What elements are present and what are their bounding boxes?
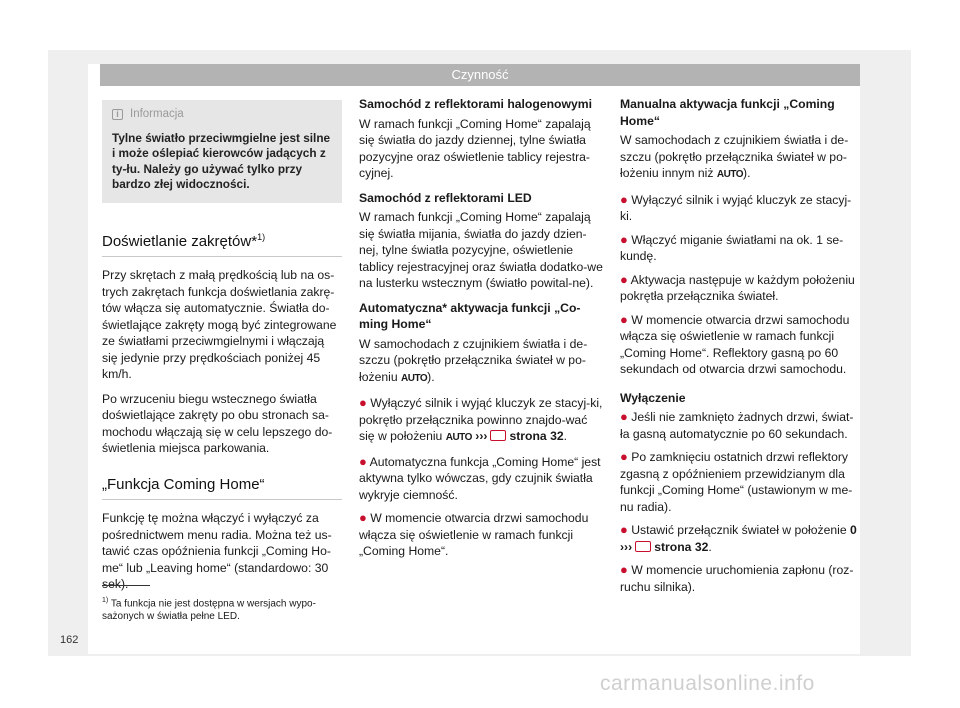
info-box	[102, 100, 342, 203]
book-icon	[635, 541, 651, 552]
paragraph: W ramach funkcji „Coming Home“ zapalają się światła mijania, światła do jazdy dzien-nej, tylne światła pozycyjne, oświetlenie tablicy rejestracyjnej oraz światła dodatko-we na lusterku wstecznym (światło powital-ne).	[359, 210, 603, 290]
bullet-icon: ●	[620, 409, 628, 424]
list-item: ● Wyłączyć silnik i wyjąć kluczyk ze stacyj-ki.	[620, 191, 852, 223]
bullet-icon: ●	[620, 271, 628, 287]
bullet-icon: ●	[620, 449, 628, 464]
list-item: ● Wyłączyć silnik i wyjąć kluczyk ze stacyj-ki, pokrętło przełącznika powinno znajdo-wać się w położeniu AUTO ››› strona 32.	[359, 395, 603, 443]
paragraph: Funkcję tę można włączyć i wyłączyć za pośrednictwem menu radia. Można też us-tawić czas opóźnienia funkcji „Coming Ho-me“ lub „Leaving home“ (standardowo: 30 sek).	[102, 511, 332, 591]
subheading: Samochód z reflektorami LED	[359, 190, 532, 205]
bullet-icon: ●	[620, 231, 628, 247]
watermark: carmanualsonline.info	[600, 672, 815, 695]
section-title-cornering: Doświetlanie zakrętów*$^{1)}$	[102, 229, 342, 258]
arrows-icon: ›››	[475, 429, 488, 443]
paragraph: W ramach funkcji „Coming Home“ zapalają się światła do jazdy dziennej, tylne światła pozycyjne oraz oświetlenie tablicy rejestra-cyjnej.	[359, 116, 591, 180]
list-item: ● W momencie otwarcia drzwi samochodu włącza się oświetlenie w ramach funkcji „Coming Home“.	[359, 510, 589, 558]
subheading: Automatyczna* aktywacja funkcji „Co-ming Home“	[359, 300, 581, 331]
paragraph: W samochodach z czujnikiem światła i de-szczu (pokrętło przełącznika świateł w po-łożeniu innym niż AUTO).	[620, 133, 849, 180]
footnote: $^{1)}$ Ta funkcja nie jest dostępna w wersjach wypo-sażonych w światła pełne LED.	[102, 597, 316, 623]
auto-symbol-icon: AUTO	[401, 372, 428, 384]
list-item: ● Jeśli nie zamknięto żadnych drzwi, świat-ła gasną automatycznie po 60 sekundach.	[620, 409, 854, 441]
list-item: ● Ustawić przełącznik świateł w położenie 0 ››› strona 32.	[620, 522, 857, 554]
paragraph: Po wrzuceniu biegu wstecznego światła doświetlające zakręty po obu stronach sa-mochodu włączają się w celu lepszego do-świetlenia miejsca parkowania.	[102, 391, 333, 455]
bullet-icon: ●	[620, 191, 628, 207]
arrows-icon: ›››	[620, 539, 633, 554]
list-item: ● Włączyć miganie światłami na ok. 1 se-kundę.	[620, 231, 844, 263]
info-header	[112, 106, 332, 123]
bullet-icon: ●	[359, 510, 367, 525]
page-reference-link[interactable]: strona 32	[509, 429, 564, 443]
info-icon: i	[112, 109, 123, 120]
footnote-divider	[102, 585, 150, 586]
auto-symbol-icon: AUTO	[445, 432, 472, 443]
page-number: 162	[60, 634, 79, 646]
list-item: ● Automatyczna funkcja „Coming Home“ jest aktywna tylko wówczas, gdy czujnik światła wykryje ciemność.	[359, 453, 601, 502]
column-1	[102, 96, 342, 601]
column-3	[620, 96, 860, 602]
page-reference-link[interactable]: strona 32	[654, 539, 709, 554]
subheading: Wyłączenie	[620, 390, 686, 405]
subheading: Samochód z reflektorami halogenowymi	[359, 97, 592, 111]
info-label: Informacja	[130, 108, 184, 120]
list-item: ● Po zamknięciu ostatnich drzwi reflektory zgasną z opóźnieniem przewidzianym dla funkcji „Coming Home“ (ustawionym w me-nu radia).	[620, 449, 853, 514]
paragraph: Przy skrętach z małą prędkością lub na os-trych zakrętach funkcja doświetlania zakrę-tów włącza się automatycznie. Światła do-świetlające zakręty mogą być zintegrowane ze światłami przeciwmgielnymi i włączają się jedynie przy prędkościach poniżej 45 km/h.	[102, 268, 337, 381]
paragraph: W samochodach z czujnikiem światła i de-szczu (pokrętło przełącznika świateł w po-łożeniu AUTO).	[359, 336, 588, 384]
column-2	[359, 96, 603, 567]
book-icon	[490, 430, 506, 441]
section-header: Czynność	[100, 64, 860, 86]
section-title-coming-home: „Funkcja Coming Home“	[102, 477, 342, 501]
info-text: Tylne światło przeciwmgielne jest silne i może oślepiać kierowców jadących z ty-łu. Należy go używać tylko przy bardzo złej widoczności.	[112, 130, 331, 191]
list-item: ● W momencie otwarcia drzwi samochodu włącza się oświetlenie w ramach funkcji „Coming Home“. Reflektory gasną po 60 sekundach od otwarcia drzwi samochodu.	[620, 311, 850, 376]
auto-symbol-icon: AUTO	[716, 169, 744, 180]
bullet-icon: ●	[359, 453, 367, 469]
subheading: Manualna aktywacja funkcji „Coming Home“	[620, 97, 835, 128]
zero-position-icon: 0	[850, 523, 857, 537]
bullet-icon: ●	[620, 311, 628, 327]
bullet-icon: ●	[620, 562, 628, 577]
list-item: ● W momencie uruchomienia zapłonu (roz-ruchu silnika).	[620, 562, 854, 594]
bullet-icon: ●	[359, 395, 367, 410]
bullet-icon: ●	[620, 522, 628, 537]
list-item: ● Aktywacja następuje w każdym położeniu pokrętła przełącznika świateł.	[620, 271, 855, 303]
